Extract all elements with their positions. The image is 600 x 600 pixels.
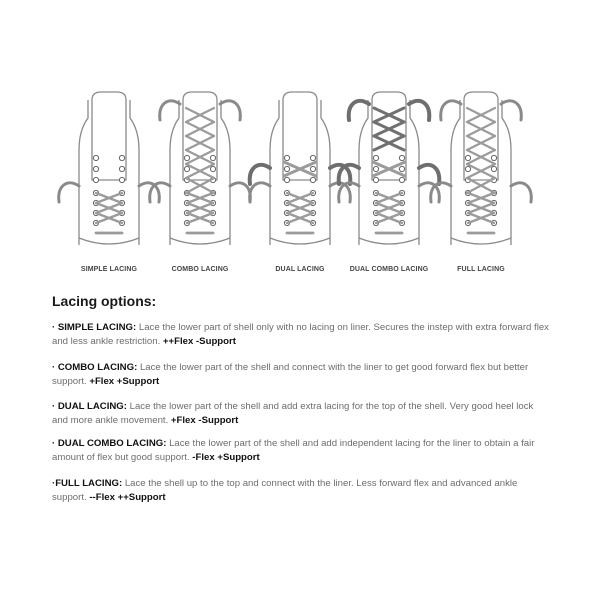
eyelet: [119, 177, 124, 182]
eyelet: [310, 177, 315, 182]
option-description: Lace the lower part of the shell and add extra lacing for the top of the shell. Very good heel lock and more ankle movement.: [52, 401, 534, 426]
option-rating: +Flex -Support: [170, 415, 239, 426]
option-description: Lace the lower part of the shell and add independent lacing for the liner to obtain a fair amount of flex but good support.: [52, 438, 535, 463]
toe-cap: [359, 238, 419, 244]
eyelet: [93, 155, 98, 160]
option-rating: -Flex +Support: [192, 452, 260, 463]
caption-dual-combo-lacing: DUAL COMBO LACING: [349, 266, 429, 273]
eyelet: [399, 155, 404, 160]
eyelet: [373, 177, 378, 182]
option-description: Lace the shell up to the top and connect with the liner. Less forward flex and advanced ankle support.: [52, 478, 518, 503]
lace-hook: [160, 101, 180, 120]
option-name: ·FULL LACING:: [52, 478, 123, 489]
combo-lacing-illustration: [150, 92, 251, 245]
eyelet: [284, 177, 289, 182]
option-description: Lace the lower part of shell only with no lacing on liner. Secures the instep with extra forward flex and less ankle restriction.: [52, 322, 549, 347]
lace-hook: [419, 165, 439, 184]
caption-combo-lacing: COMBO LACING: [171, 266, 229, 273]
option-name: · DUAL COMBO LACING:: [52, 438, 167, 449]
lacing-options-heading: Lacing options:: [52, 293, 157, 309]
eyelet: [284, 155, 289, 160]
option-full-lacing: [52, 477, 552, 505]
eyelet: [284, 166, 289, 171]
eyelet: [491, 166, 496, 171]
lace-hook: [441, 101, 461, 120]
eyelet: [373, 155, 378, 160]
option-name: · DUAL LACING:: [52, 401, 127, 412]
eyelet: [119, 155, 124, 160]
dual-lacing-illustration: [250, 92, 351, 245]
lace-hook: [230, 183, 250, 202]
option-dual-combo-lacing: [52, 437, 552, 465]
option-rating: +Flex +Support: [89, 376, 160, 387]
toe-cap: [79, 238, 139, 244]
caption-full-lacing: FULL LACING: [457, 266, 505, 273]
lace-hook: [220, 101, 240, 120]
eyelet: [491, 155, 496, 160]
eyelet: [373, 166, 378, 171]
eyelet: [210, 166, 215, 171]
lace-hook: [501, 101, 521, 120]
eyelet: [93, 166, 98, 171]
eyelet: [399, 166, 404, 171]
eyelet: [465, 155, 470, 160]
lacing-diagram: [0, 80, 600, 280]
simple-lacing-illustration: [59, 92, 160, 245]
lace-hook: [59, 183, 79, 202]
lace-hook: [409, 101, 429, 120]
eyelet: [465, 166, 470, 171]
lace-hook: [250, 183, 270, 202]
eyelet: [310, 155, 315, 160]
eyelet: [310, 166, 315, 171]
option-combo-lacing: [52, 361, 552, 389]
option-description: Lace the lower part of the shell and connect with the liner to get good forward flex but better support.: [52, 362, 529, 387]
toe-cap: [451, 238, 511, 244]
option-name: · SIMPLE LACING:: [52, 322, 137, 333]
option-rating: --Flex ++Support: [89, 492, 166, 503]
eyelet: [399, 177, 404, 182]
eyelet: [210, 155, 215, 160]
eyelet: [119, 166, 124, 171]
eyelet: [184, 166, 189, 171]
toe-cap: [170, 238, 230, 244]
full-lacing-illustration: [431, 92, 532, 245]
lace-hook: [349, 101, 369, 120]
option-name: · COMBO LACING:: [52, 362, 138, 373]
eyelet: [93, 177, 98, 182]
option-rating: ++Flex -Support: [162, 336, 236, 347]
dual-combo-lacing-illustration: [339, 92, 440, 245]
lace-hook: [511, 183, 531, 202]
option-dual-lacing: [52, 400, 552, 428]
eyelet: [184, 155, 189, 160]
option-simple-lacing: [52, 321, 552, 349]
toe-cap: [270, 238, 330, 244]
lace-hook: [250, 165, 270, 184]
caption-dual-lacing: DUAL LACING: [275, 266, 325, 273]
lace-hook: [431, 183, 451, 202]
caption-simple-lacing: SIMPLE LACING: [80, 266, 138, 273]
